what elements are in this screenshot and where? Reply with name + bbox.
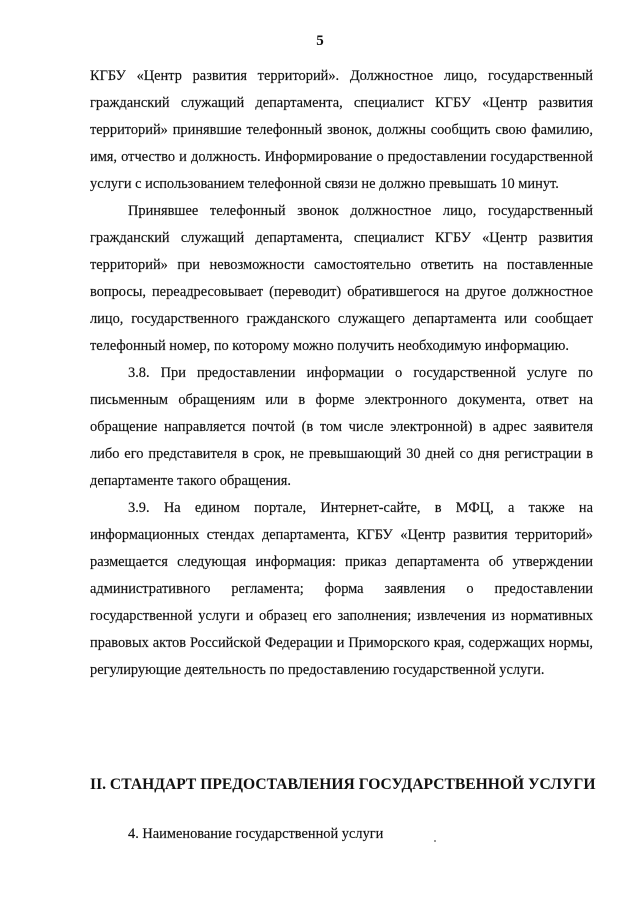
scan-speck bbox=[434, 840, 436, 842]
paragraph-section-3-9: 3.9. На едином портале, Интернет-сайте, в МФЦ, а также на информационных стендах департамента, КГБУ «Центр развития территорий» размещается следующая информация: приказ департамента об утверждении административного регламента; форма заявления о предоставлении государственной услуги и образец его заполнения; извлечения из нормативных правовых актов Российской Федерации и Приморского края, содержащих нормы, регулирующие деятельность по предоставлению государственной услуги. bbox=[90, 500, 593, 678]
subsection-heading: 4. Наименование государственной услуги bbox=[128, 826, 384, 842]
paragraph-phone-call-identification: КГБУ «Центр развития территорий». Должностное лицо, государственный гражданский служащий департамента, специалист КГБУ «Центр развития территорий» принявшие телефонный звонок, должны сообщить свою фамилию, имя, отчество и должность. Информирование о предоставлении государственной услуги с использованием телефонной связи не должно превышать 10 минут. bbox=[90, 68, 593, 192]
section-heading: II. СТАНДАРТ ПРЕДОСТАВЛЕНИЯ ГОСУДАРСТВЕННОЙ УСЛУГИ bbox=[90, 776, 596, 793]
body-text bbox=[90, 63, 593, 684]
page-number: 5 bbox=[316, 33, 324, 49]
paragraph-call-redirect: Принявшее телефонный звонок должностное лицо, государственный гражданский служащий департамента, специалист КГБУ «Центр развития территорий» при невозможности самостоятельно ответить на поставленные вопросы, переадресовывает (переводит) обратившегося на другое должностное лицо, государственного гражданского служащего департамента или сообщает телефонный номер, по которому можно получить необходимую информацию. bbox=[90, 203, 593, 354]
paragraph-section-3-8: 3.8. При предоставлении информации о государственной услуге по письменным обращениям или в форме электронного документа, ответ на обращение направляется почтой (в том числе электронной) в адрес заявителя либо его представителя в срок, не превышающий 30 дней со дня регистрации в департаменте такого обращения. bbox=[90, 365, 593, 489]
